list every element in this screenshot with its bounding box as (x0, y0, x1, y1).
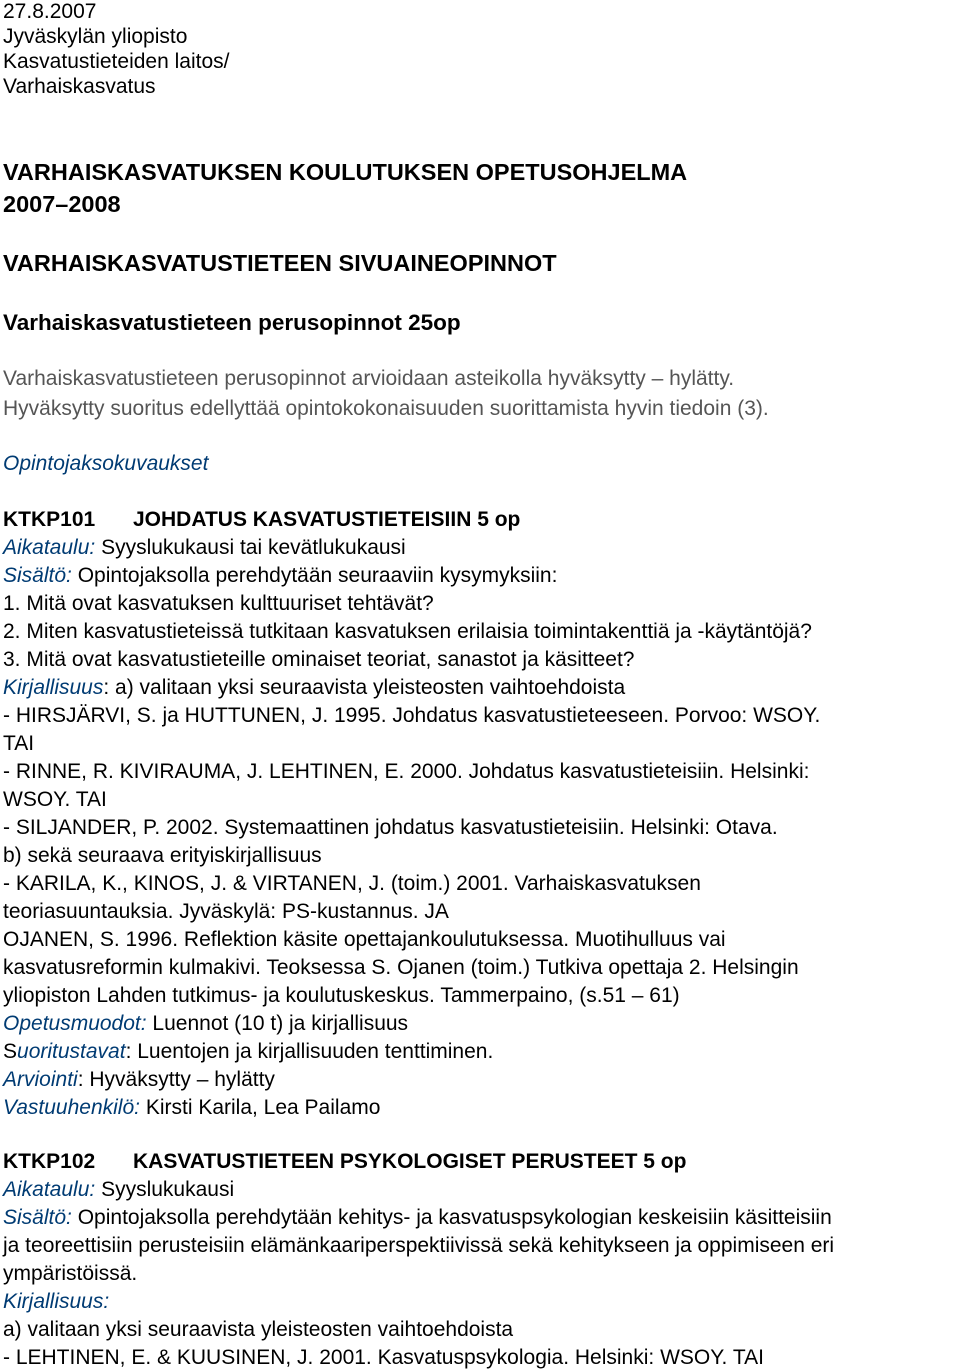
unit: Varhaiskasvatus (3, 75, 156, 98)
course2-content-label: Sisältö: (3, 1206, 72, 1229)
course1-content-label: Sisältö: (3, 564, 72, 587)
course2-lit-a: a) valitaan yksi seuraavista yleisteosten vaihtoehdoista (3, 1318, 514, 1341)
course1-lit-1: - HIRSJÄRVI, S. ja HUTTUNEN, J. 1995. Johdatus kasvatustieteeseen. Porvoo: WSOY. (3, 704, 821, 727)
date: 27.8.2007 (3, 0, 97, 23)
course1-lit-5a: OJANEN, S. 1996. Reflektion käsite opettajankoulutuksessa. Muotihulluus vai (3, 928, 726, 951)
course2-content-line-2: ja teoreettisiin perusteisiin elämänkaariperspektiivissä sekä kehitykseen ja oppimiseen eri (3, 1234, 835, 1257)
course2-heading (3, 1149, 686, 1175)
university: Jyväskylän yliopisto (3, 25, 188, 48)
course1-lit-4b: teoriasuuntauksia. Jyväskylä: PS-kustannus. JA (3, 900, 449, 923)
course1-lit-b: b) sekä seuraava erityiskirjallisuus (3, 844, 322, 867)
course1-question-3: 3. Mitä ovat kasvatustieteille ominaiset teoriat, sanastot ja käsitteet? (3, 648, 635, 671)
course1-content (3, 563, 557, 589)
course1-methods-value: Luennot (10 t) ja kirjallisuus (146, 1012, 409, 1035)
course2-code: KTKP102 (3, 1150, 96, 1173)
department: Kasvatustieteiden laitos/ (3, 50, 230, 73)
course1-or-1: TAI (3, 732, 35, 755)
course1-completion-label: uoritustavat (17, 1040, 126, 1063)
course1-assessment-label: Arviointi (3, 1068, 78, 1091)
course1-methods-label: Opetusmuodot: (3, 1012, 147, 1035)
course1-question-2: 2. Miten kasvatustieteissä tutkitaan kasvatuksen erilaisia toimintakenttiä ja -käytäntöjä? (3, 620, 812, 643)
course1-schedule-value: Syyslukukausi tai kevätlukukausi (95, 536, 406, 559)
course1-code: KTKP101 (3, 508, 96, 531)
course1-content-value: Opintojaksolla perehdytään seuraaviin kysymyksiin: (71, 564, 558, 587)
course2-content-line-3: ympäristöissä. (3, 1262, 138, 1285)
course2-lit-1: - LEHTINEN, E. & KUUSINEN, J. 2001. Kasvatuspsykologia. Helsinki: WSOY. TAI (3, 1346, 764, 1369)
course1-literature-value: : a) valitaan yksi seuraavista yleisteosten vaihtoehdoista (103, 676, 626, 699)
course1-title: JOHDATUS KASVATUSTIETEISIIN 5 op (133, 508, 521, 531)
course2-schedule-label: Aikataulu: (3, 1178, 96, 1201)
course1-responsible (3, 1095, 380, 1121)
course2-literature-label: Kirjallisuus: (3, 1290, 110, 1313)
course1-completion (3, 1039, 493, 1065)
course1-lit-5c: yliopiston Lahden tutkimus- ja koulutuskeskus. Tammerpaino, (s.51 – 61) (3, 984, 680, 1007)
course1-lit-3: - SILJANDER, P. 2002. Systemaattinen johdatus kasvatustieteisiin. Helsinki: Otava. (3, 816, 778, 839)
course2-schedule-value: Syyslukukausi (95, 1178, 235, 1201)
course1-lit-2b: WSOY. TAI (3, 788, 107, 811)
course1-question-1: 1. Mitä ovat kasvatuksen kulttuuriset tehtävät? (3, 592, 434, 615)
course2-content (3, 1205, 832, 1231)
course1-heading (3, 507, 520, 533)
course1-lit-2a: - RINNE, R. KIVIRAUMA, J. LEHTINEN, E. 2000. Johdatus kasvatustieteisiin. Helsinki: (3, 760, 810, 783)
course1-assessment (3, 1067, 275, 1093)
intro-line-1: Varhaiskasvatustieteen perusopinnot arvioidaan asteikolla hyväksytty – hylätty. (3, 367, 735, 390)
course2-schedule (3, 1177, 234, 1203)
course2-content-value: Opintojaksolla perehdytään kehitys- ja kasvatuspsykologian keskeisiin käsitteisiin (71, 1206, 832, 1229)
basic-studies-title: Varhaiskasvatustieteen perusopinnot 25op (3, 310, 461, 335)
section-heading: Opintojaksokuvaukset (3, 452, 209, 475)
course1-responsible-value: Kirsti Karila, Lea Pailamo (139, 1096, 381, 1119)
course1-literature (3, 675, 625, 701)
course1-literature-label: Kirjallisuus (3, 676, 104, 699)
main-title: VARHAISKASVATUKSEN KOULUTUKSEN OPETUSOHJELMA (3, 159, 688, 185)
years-title: 2007–2008 (3, 191, 121, 217)
intro-line-2: Hyväksytty suoritus edellyttää opintokokonaisuuden suorittamista hyvin tiedoin (3). (3, 397, 769, 420)
minor-title: VARHAISKASVATUSTIETEEN SIVUAINEOPINNOT (3, 250, 557, 276)
course1-methods (3, 1011, 408, 1037)
course1-schedule-label: Aikataulu: (3, 536, 96, 559)
course1-lit-4a: - KARILA, K., KINOS, J. & VIRTANEN, J. (toim.) 2001. Varhaiskasvatuksen (3, 872, 701, 895)
course2-title: KASVATUSTIETEEN PSYKOLOGISET PERUSTEET 5 op (133, 1150, 687, 1173)
course1-assessment-value: : Hyväksytty – hylätty (77, 1068, 275, 1091)
course1-responsible-label: Vastuuhenkilö: (3, 1096, 140, 1119)
course1-completion-first-letter: S (3, 1040, 18, 1063)
course1-completion-value: : Luentojen ja kirjallisuuden tenttiminen. (125, 1040, 494, 1063)
course1-lit-5b: kasvatusreformin kulmakivi. Teoksessa S. Ojanen (toim.) Tutkiva opettaja 2. Helsingin (3, 956, 799, 979)
course1-schedule (3, 535, 406, 561)
